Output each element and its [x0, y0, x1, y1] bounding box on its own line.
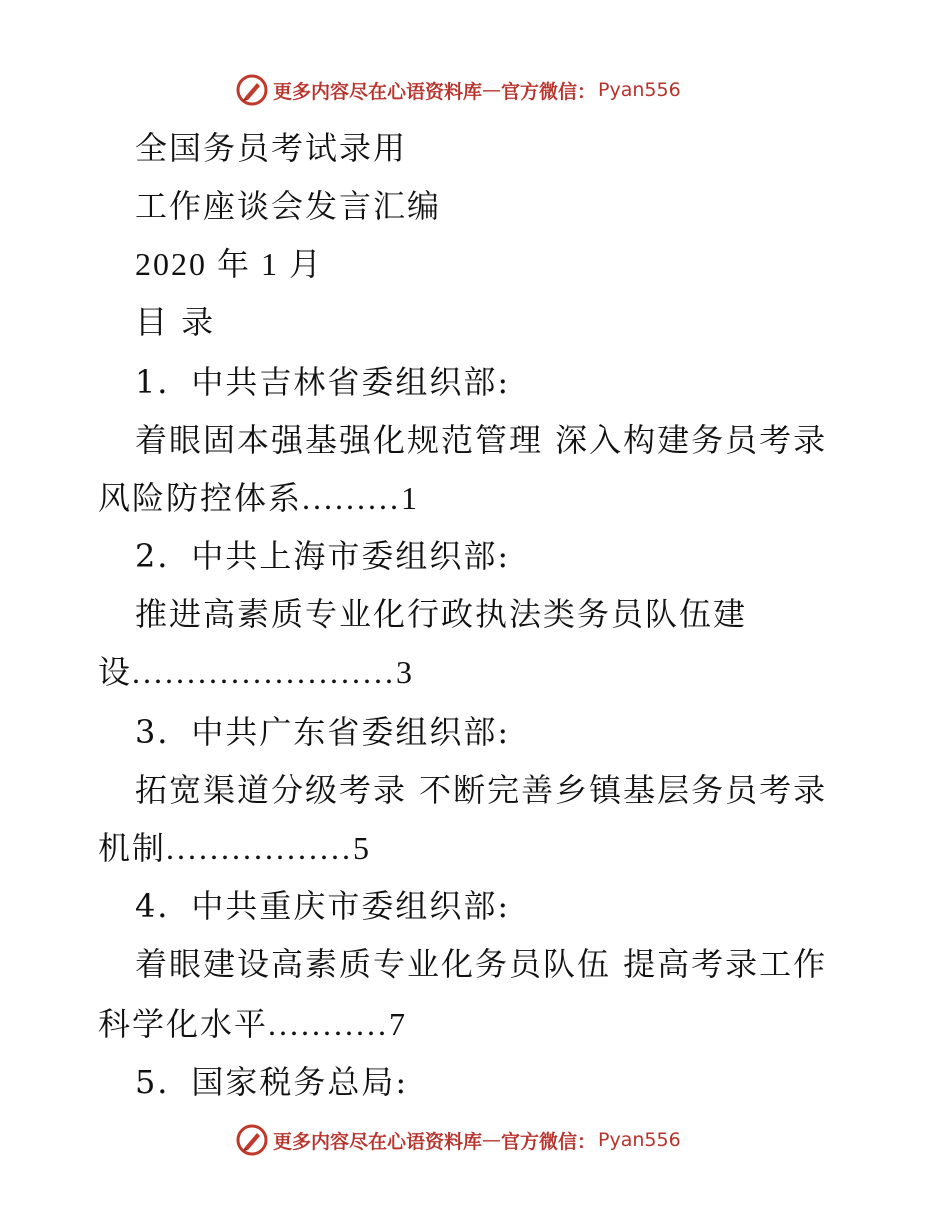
- toc-page-number: 5: [353, 830, 372, 866]
- watermark-wechat-label: 官方微信：: [501, 80, 597, 103]
- pen-logo-icon: [235, 1123, 269, 1157]
- toc-entry-org: 1．中共吉林省委组织部:: [135, 363, 511, 401]
- toc-entry-title: 拓宽渠道分级考录 不断完善乡镇基层务员考录: [135, 771, 828, 809]
- watermark-separator: —: [482, 1129, 502, 1151]
- doc-date: 2020 年 1 月: [135, 246, 324, 282]
- toc-entry-title-end: 机制: [98, 829, 167, 867]
- toc-entry-title-end: 风险防控体系: [98, 479, 303, 517]
- toc-heading: 目 录: [135, 303, 216, 341]
- watermark-wechat-id: Pyan556: [598, 1129, 681, 1151]
- toc-entry-org: 4．中共重庆市委组织部:: [135, 887, 511, 925]
- toc-page-number: 7: [389, 1006, 408, 1042]
- toc-leader-dots: ........................: [132, 654, 397, 690]
- watermark-wechat-label: 官方微信：: [501, 1130, 597, 1153]
- watermark-text: 更多内容尽在心语资料库: [273, 80, 483, 103]
- toc-entry-title-end: 设: [98, 653, 133, 691]
- toc-leader-dots: .................: [166, 830, 354, 866]
- header-watermark: [235, 72, 681, 108]
- toc-entry-title: 着眼固本强基强化规范管理 深入构建务员考录: [135, 421, 828, 459]
- toc-entry-title-cont: [98, 652, 850, 692]
- toc-entry-org: 3．中共广东省委组织部:: [135, 713, 511, 751]
- footer-watermark: [235, 1122, 681, 1158]
- doc-title-line1: 全国务员考试录用: [135, 129, 408, 167]
- toc-entry-title: 着眼建设高素质专业化务员队伍 提高考录工作: [135, 945, 828, 983]
- toc-page-number: 1: [401, 480, 420, 516]
- toc-leader-dots: ...........: [268, 1006, 390, 1042]
- watermark-separator: —: [482, 79, 502, 101]
- toc-entry-title-cont: [98, 828, 850, 868]
- toc-entry-org: 2．中共上海市委组织部:: [135, 537, 511, 575]
- toc-entry-title: 推进高素质专业化行政执法类务员队伍建: [135, 595, 748, 633]
- pen-logo-icon: [235, 73, 269, 107]
- toc-entry-title-end: 科学化水平: [98, 1005, 269, 1043]
- doc-title-line2: 工作座谈会发言汇编: [135, 187, 442, 225]
- watermark-text: 更多内容尽在心语资料库: [273, 1130, 483, 1153]
- watermark-wechat-id: Pyan556: [598, 79, 681, 101]
- toc-entry-org: 5．国家税务总局:: [135, 1063, 409, 1101]
- toc-entry-title-cont: [98, 1004, 850, 1044]
- toc-leader-dots: .........: [302, 480, 402, 516]
- toc-page-number: 3: [396, 654, 415, 690]
- toc-entry-title-cont: [98, 478, 850, 518]
